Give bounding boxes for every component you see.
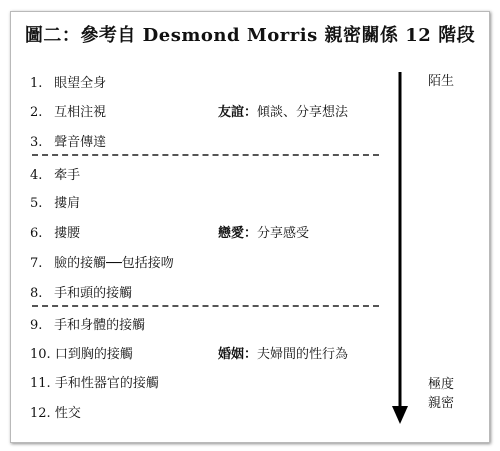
phase-marriage	[218, 343, 348, 362]
stage-label: 眼望全身	[54, 76, 107, 91]
stage-label: 臉的接觸──包括接吻	[54, 256, 174, 271]
phase-separator: ：	[244, 226, 258, 241]
phase-description: 夫婦間的性行為	[257, 347, 349, 362]
stage-label: 牽手	[54, 168, 81, 183]
stage-label: 口到胸的接觸	[54, 347, 133, 362]
stage-number: 7.	[30, 256, 43, 271]
axis-end-line2: 親密	[428, 396, 455, 411]
stage-item-5	[30, 192, 80, 211]
phase-name: 婚姻	[218, 347, 245, 362]
stage-label: 摟肩	[54, 196, 81, 211]
stage-number: 6.	[30, 226, 43, 241]
phase-name: 戀愛	[218, 226, 245, 241]
stage-number: 12.	[30, 406, 51, 421]
stage-item-7	[30, 252, 174, 271]
phase-separator: ：	[244, 347, 258, 362]
stage-item-10	[30, 343, 133, 362]
stage-label: 互相注視	[54, 105, 107, 120]
phase-divider-1	[32, 154, 379, 156]
stage-item-9	[30, 314, 145, 333]
phase-friendship	[218, 101, 348, 120]
phase-description: 傾談、分享想法	[257, 105, 349, 120]
stage-item-11	[30, 372, 159, 391]
stage-label: 聲音傳達	[54, 135, 107, 150]
stage-label: 性交	[54, 406, 81, 421]
stage-item-2	[30, 101, 106, 120]
stage-number: 8.	[30, 286, 43, 301]
phase-description: 分享感受	[257, 226, 310, 241]
stage-item-3	[30, 131, 106, 150]
stage-item-6	[30, 222, 80, 241]
stage-item-8	[30, 282, 132, 301]
stage-number: 2.	[30, 105, 43, 120]
phase-name: 友誼	[218, 105, 245, 120]
axis-start-label: 陌生	[428, 74, 455, 89]
stage-item-12	[30, 402, 81, 421]
stage-label: 手和頭的接觸	[54, 286, 133, 301]
stage-number: 10.	[30, 347, 51, 362]
axis-end-label	[428, 375, 454, 413]
figure-title: 圖二：參考自 Desmond Morris 親密關係 12 階段	[24, 25, 476, 46]
stage-number: 5.	[30, 196, 43, 211]
stage-label: 摟腰	[54, 226, 81, 241]
stage-label: 手和性器官的接觸	[54, 376, 159, 391]
arrow-head	[392, 406, 408, 424]
axis-end-line1: 極度	[428, 377, 455, 392]
phase-romance	[218, 222, 309, 241]
stage-number: 9.	[30, 318, 43, 333]
intimacy-arrow	[388, 72, 412, 427]
phase-separator: ：	[244, 105, 258, 120]
stage-label: 手和身體的接觸	[54, 318, 146, 333]
stage-number: 4.	[30, 168, 43, 183]
stage-item-1	[30, 72, 106, 91]
stage-number: 11.	[30, 376, 51, 391]
phase-divider-2	[32, 305, 379, 307]
stage-number: 3.	[30, 135, 43, 150]
stage-item-4	[30, 164, 80, 183]
stage-number: 1.	[30, 76, 43, 91]
